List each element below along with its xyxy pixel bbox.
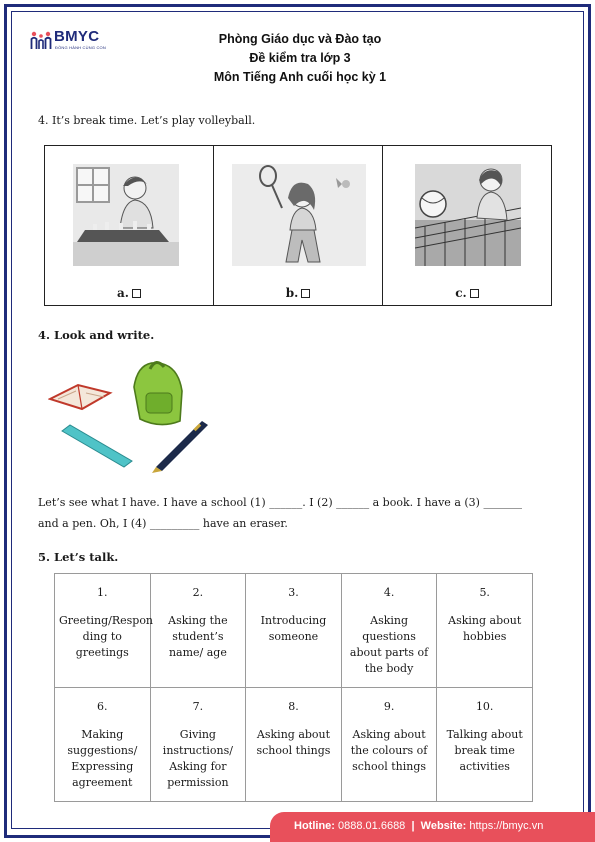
family-logo-icon — [30, 30, 52, 50]
option-b-label: b. — [214, 286, 382, 300]
website-label: Website: — [420, 820, 467, 832]
topic-cell: 1. Greeting/Respon ding to greetings — [55, 574, 151, 688]
option-cell-c — [383, 146, 551, 305]
table-row — [55, 574, 533, 688]
pen-icon — [152, 421, 208, 473]
question-4-text: 4. It’s break time. Let’s play volleyball. — [38, 114, 256, 127]
document-header — [150, 30, 450, 87]
topic-cell: 9. Asking about the colours of school things — [341, 688, 437, 802]
topic-cell: 6. Making suggestions/ Expressing agreement — [55, 688, 151, 802]
option-a-label: a. — [45, 286, 213, 300]
table-row — [55, 688, 533, 802]
fill-in-line-1: Let’s see what I have. I have a school (1) ______. I (2) ______ a book. I have a (3) _______ — [38, 496, 522, 509]
topic-cell: 10. Talking about break time activities — [437, 688, 533, 802]
look-and-write-title: 4. Look and write. — [38, 328, 155, 342]
talk-topics-table — [54, 573, 533, 802]
checkbox-icon[interactable] — [132, 289, 141, 298]
fill-in-line-2: and a pen. Oh, I (4) _________ have an eraser. — [38, 517, 288, 530]
school-things-illustration — [48, 355, 218, 475]
hotline-label: Hotline: — [294, 820, 335, 832]
topic-cell: 8. Asking about school things — [246, 688, 342, 802]
footer-contact-text — [294, 820, 543, 832]
option-cell-a — [45, 146, 214, 305]
ruler-icon — [62, 425, 132, 467]
picture-choice-table — [44, 145, 552, 306]
header-line-department: Phòng Giáo dục và Đào tạo — [218, 32, 382, 46]
logo-text: BMYC — [54, 28, 100, 45]
topic-cell: 5. Asking about hobbies — [437, 574, 533, 688]
header-line-exam: Đề kiểm tra lớp 3 — [249, 51, 351, 65]
website-link[interactable]: https://bmyc.vn — [469, 820, 544, 832]
school-bag-icon — [134, 362, 182, 424]
boy-playing-volleyball-picture — [415, 164, 521, 266]
logo-tagline: ĐỒNG HÀNH CÙNG CON — [55, 45, 106, 50]
lets-talk-title: 5. Let’s talk. — [38, 550, 119, 564]
boy-playing-chess-picture — [73, 164, 179, 266]
topic-cell: 7. Giving instructions/ Asking for permission — [150, 688, 246, 802]
girl-playing-badminton-picture — [232, 164, 366, 266]
hotline-number[interactable]: 0888.01.6688 — [338, 820, 406, 832]
book-icon — [50, 385, 110, 409]
topic-cell: 2. Asking the student’s name/ age — [150, 574, 246, 688]
header-line-subject: Môn Tiếng Anh cuối học kỳ 1 — [213, 70, 387, 84]
checkbox-icon[interactable] — [301, 289, 310, 298]
option-cell-b — [214, 146, 383, 305]
contact-footer — [270, 812, 595, 842]
option-c-label: c. — [383, 286, 551, 300]
topic-cell: 4. Asking questions about parts of the body — [341, 574, 437, 688]
topic-cell: 3. Introducing someone — [246, 574, 342, 688]
bmyc-logo — [30, 28, 110, 54]
footer-separator: | — [411, 820, 415, 832]
checkbox-icon[interactable] — [470, 289, 479, 298]
